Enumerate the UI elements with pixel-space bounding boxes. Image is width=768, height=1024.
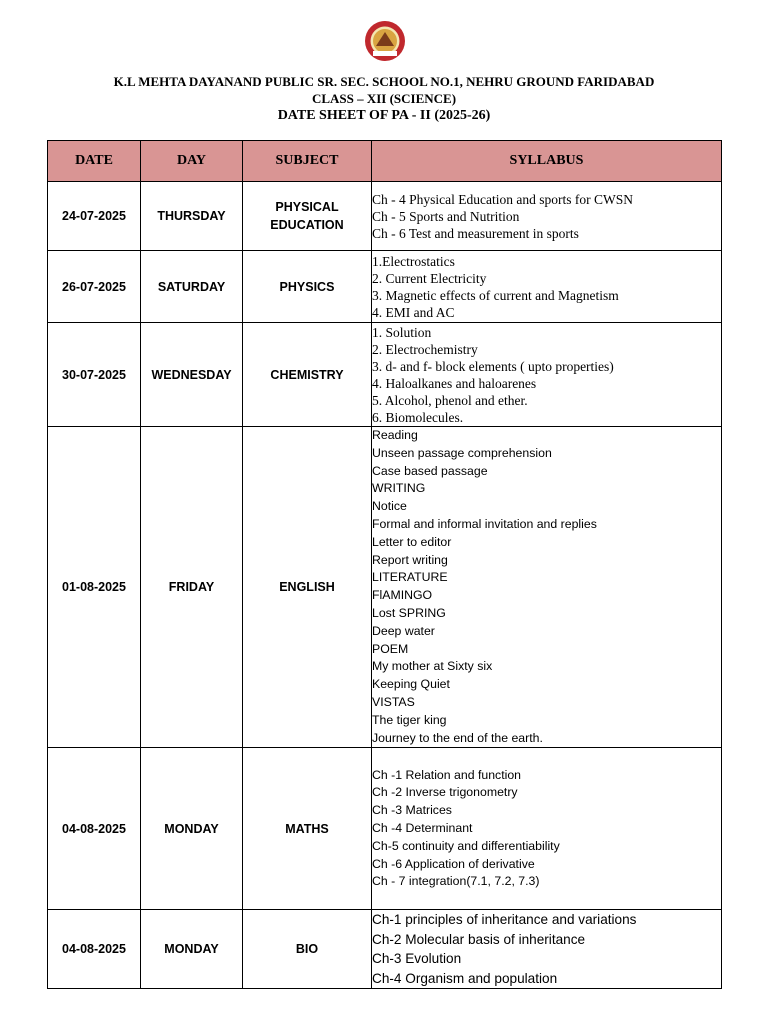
syllabus-item: Notice <box>372 499 407 514</box>
subject-cell: PHYSICS <box>243 251 372 323</box>
syllabus-item: Unseen passage comprehension <box>372 445 552 460</box>
table-row <box>48 748 722 910</box>
syllabus-item: Ch-1 principles of inheritance and variations <box>372 912 637 928</box>
syllabus-cell <box>372 910 722 989</box>
syllabus-item: My mother at Sixty six <box>372 659 493 674</box>
syllabus-item: 1.Electrostatics <box>372 253 455 269</box>
table-row <box>48 323 722 427</box>
syllabus-item: WRITING <box>372 481 426 496</box>
date-cell: 04-08-2025 <box>48 748 141 910</box>
syllabus-item: Formal and informal invitation and replies <box>372 516 597 531</box>
day-cell: MONDAY <box>141 748 243 910</box>
subject-cell: BIO <box>243 910 372 989</box>
subject-cell: PHYSICAL EDUCATION <box>243 182 372 251</box>
syllabus-item: Journey to the end of the earth. <box>372 730 543 745</box>
syllabus-item: 1. Solution <box>372 324 432 340</box>
table-row <box>48 182 722 251</box>
syllabus-cell <box>372 323 722 427</box>
syllabus-item: Ch - 7 integration(7.1, 7.2, 7.3) <box>372 874 540 889</box>
syllabus-item: Deep water <box>372 623 435 638</box>
syllabus-item: Ch-3 Evolution <box>372 951 462 967</box>
syllabus-item: Case based passage <box>372 463 488 478</box>
table-row <box>48 910 722 989</box>
syllabus-item: The tiger king <box>372 712 447 727</box>
column-header-syllabus: SYLLABUS <box>372 141 722 182</box>
table-row <box>48 427 722 748</box>
syllabus-item: LITERATURE <box>372 570 448 585</box>
syllabus-cell <box>372 748 722 910</box>
table-header-row <box>48 141 722 182</box>
syllabus-item: Ch -1 Relation and function <box>372 767 522 782</box>
syllabus-item: VISTAS <box>372 694 415 709</box>
syllabus-item: Ch-5 continuity and differentiability <box>372 838 560 853</box>
syllabus-item: Ch -3 Matrices <box>372 803 452 818</box>
syllabus-item: Ch -4 Determinant <box>372 820 473 835</box>
column-header-day: DAY <box>141 141 243 182</box>
syllabus-item: FlAMINGO <box>372 588 433 603</box>
subject-cell: CHEMISTRY <box>243 323 372 427</box>
syllabus-item: 4. Haloalkanes and haloarenes <box>372 375 537 391</box>
syllabus-item: Report writing <box>372 552 448 567</box>
syllabus-item: Reading <box>372 428 418 442</box>
date-cell: 04-08-2025 <box>48 910 141 989</box>
date-sheet-table <box>47 140 722 989</box>
syllabus-item: 5. Alcohol, phenol and ether. <box>372 392 528 408</box>
day-cell: MONDAY <box>141 910 243 989</box>
subject-cell: ENGLISH <box>243 427 372 748</box>
syllabus-cell <box>372 182 722 251</box>
syllabus-item: 3. Magnetic effects of current and Magnetism <box>372 287 619 303</box>
syllabus-item: Ch-2 Molecular basis of inheritance <box>372 931 586 947</box>
syllabus-item: Ch - 4 Physical Education and sports for CWSN <box>372 191 633 207</box>
column-header-date: DATE <box>48 141 141 182</box>
syllabus-cell <box>372 427 722 748</box>
syllabus-item: Letter to editor <box>372 534 452 549</box>
day-cell: SATURDAY <box>141 251 243 323</box>
syllabus-item: 3. d- and f- block elements ( upto properties) <box>372 358 614 374</box>
school-emblem-icon <box>364 20 406 62</box>
syllabus-item: Ch-4 Organism and population <box>372 970 558 986</box>
table-row <box>48 251 722 323</box>
syllabus-item: 2. Electrochemistry <box>372 341 478 357</box>
date-cell: 26-07-2025 <box>48 251 141 323</box>
syllabus-item: POEM <box>372 641 409 656</box>
syllabus-item: Ch - 5 Sports and Nutrition <box>372 208 520 224</box>
day-cell: WEDNESDAY <box>141 323 243 427</box>
syllabus-item: Ch -6 Application of derivative <box>372 856 535 871</box>
date-cell: 30-07-2025 <box>48 323 141 427</box>
syllabus-item: 2. Current Electricity <box>372 270 487 286</box>
syllabus-item: 6. Biomolecules. <box>372 409 464 425</box>
syllabus-item: Keeping Quiet <box>372 677 450 692</box>
school-name: K.L MEHTA DAYANAND PUBLIC SR. SEC. SCHOOL NO.1, NEHRU GROUND FARIDABAD <box>113 74 655 89</box>
date-cell: 01-08-2025 <box>48 427 141 748</box>
day-cell: FRIDAY <box>141 427 243 748</box>
subject-cell: MATHS <box>243 748 372 910</box>
class-label: CLASS – XII (SCIENCE) <box>311 91 457 106</box>
date-sheet-title: DATE SHEET OF PA - II (2025-26) <box>277 108 491 123</box>
syllabus-item: Ch -2 Inverse trigonometry <box>372 785 518 800</box>
column-header-subject: SUBJECT <box>243 141 372 182</box>
day-cell: THURSDAY <box>141 182 243 251</box>
syllabus-item: Ch - 6 Test and measurement in sports <box>372 225 579 241</box>
syllabus-cell <box>372 251 722 323</box>
syllabus-item: 4. EMI and AC <box>372 304 455 320</box>
syllabus-item: Lost SPRING <box>372 605 446 620</box>
date-cell: 24-07-2025 <box>48 182 141 251</box>
